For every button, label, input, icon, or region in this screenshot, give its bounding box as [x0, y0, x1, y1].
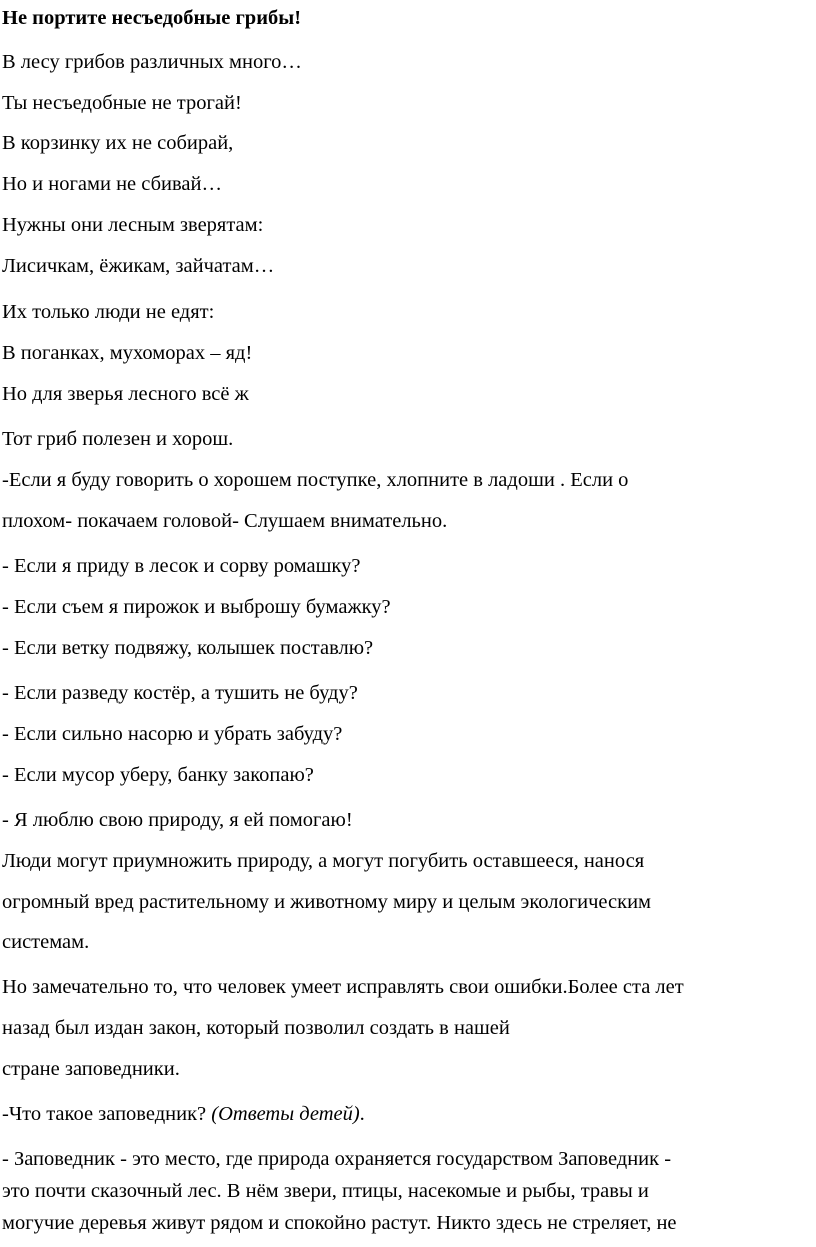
poem-line: Тот гриб полезен и хорош. [2, 428, 234, 450]
question-line: - Если мусор уберу, банку закопаю? [2, 764, 314, 786]
poem-line: В поганках, мухоморах – яд! [2, 342, 253, 364]
poem-line: В корзинку их не собирай, [2, 132, 234, 154]
children-answers-note: (Ответы детей) [211, 1103, 360, 1125]
question-line: - Если съем я пирожок и выброшу бумажку? [2, 596, 391, 618]
poem-line: Ты несъедобные не трогай! [2, 92, 242, 114]
game-intro-line: -Если я буду говорить о хорошем поступке, хлопните в ладоши . Если о [2, 469, 629, 491]
document-title: Не портите несъедобные грибы! [2, 7, 302, 29]
poem-line: В лесу грибов различных много… [2, 51, 302, 73]
question-end: . [359, 1103, 365, 1125]
question-what-is-reserve [2, 1102, 365, 1126]
paragraph-line: Но замечательно то, что человек умеет исправлять свои ошибки.Более ста лет [2, 976, 684, 998]
poem-line: Их только люди не едят: [2, 301, 215, 323]
poem-line: Но для зверья лесного всё ж [2, 383, 249, 405]
poem-line: Нужны они лесным зверятам: [2, 214, 264, 236]
question-line: - Если сильно насорю и убрать забуду? [2, 723, 343, 745]
poem-line: Но и ногами не сбивай… [2, 173, 222, 195]
game-intro-line: плохом- покачаем головой- Слушаем внимательно. [2, 510, 448, 532]
paragraph-line: - Заповедник - это место, где природа охраняется государством Заповедник - [2, 1148, 672, 1170]
question-line: - Если ветку подвяжу, колышек поставлю? [2, 637, 374, 659]
question-line: - Если разведу костёр, а тушить не буду? [2, 682, 358, 704]
paragraph-line: это почти сказочный лес. В нём звери, птицы, насекомые и рыбы, травы и [2, 1180, 649, 1202]
paragraph-line: назад был издан закон, который позволил создать в нашей [2, 1017, 510, 1039]
question-line: - Если я приду в лесок и сорву ромашку? [2, 555, 361, 577]
paragraph-line: огромный вред растительному и животному миру и целым экологическим [2, 891, 652, 913]
question-text: -Что такое заповедник? [2, 1103, 212, 1125]
paragraph-line: могучие деревья живут рядом и спокойно растут. Никто здесь не стреляет, не [2, 1212, 677, 1234]
paragraph-line: системам. [2, 931, 90, 953]
question-line: - Я люблю свою природу, я ей помогаю! [2, 809, 353, 831]
paragraph-line: стране заповедники. [2, 1058, 180, 1080]
poem-line: Лисичкам, ёжикам, зайчатам… [2, 255, 275, 277]
paragraph-line: Люди могут приумножить природу, а могут погубить оставшееся, нанося [2, 850, 645, 872]
